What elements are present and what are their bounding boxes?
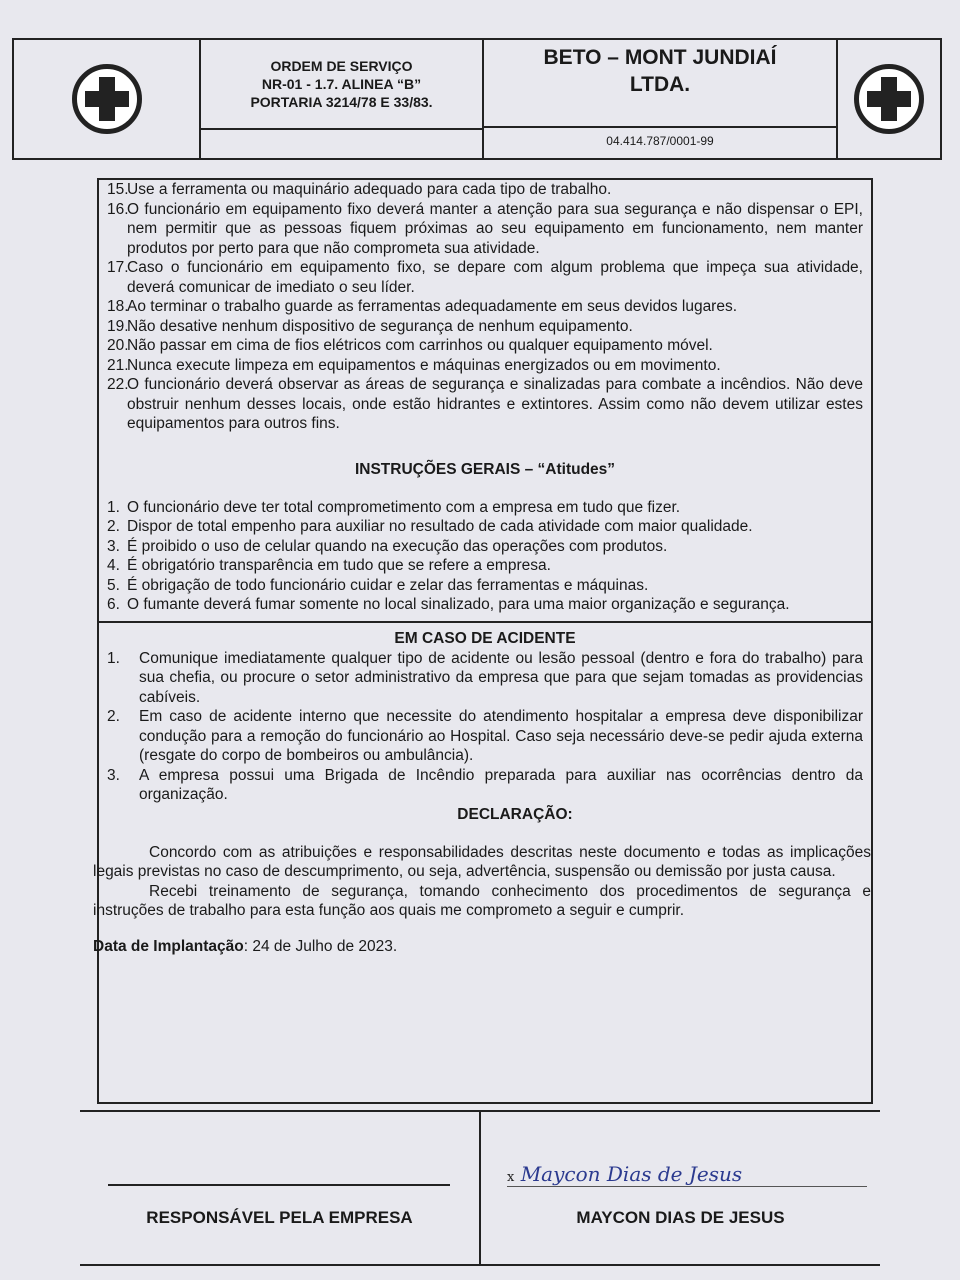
document-header xyxy=(12,38,942,160)
company-signature-line xyxy=(108,1184,450,1186)
item-number: 6. xyxy=(107,596,120,613)
general-title: INSTRUÇÕES GERAIS – “Atitudes” xyxy=(354,460,616,478)
employee-signature: x Maycon Dias de Jesus xyxy=(507,1162,867,1187)
list-item xyxy=(107,649,863,708)
item-number: 18. xyxy=(107,298,129,315)
item-number: 15. xyxy=(107,181,129,198)
item-number: 17. xyxy=(107,259,129,276)
item-text: Nunca execute limpeza em equipamentos e máquinas energizados ou em movimento. xyxy=(127,356,721,374)
item-number: 19. xyxy=(107,317,129,335)
list-item xyxy=(107,556,863,576)
declaration-title: DECLARAÇÃO: xyxy=(457,805,573,823)
item-text: O funcionário deverá observar as áreas de segurança e sinalizadas para combate a incêndios. Não deve obstruir nenhum desses locais, onde estão hidrantes e extintores. Assim como não devem utilizar estes equipamentos para outros fins. xyxy=(127,376,863,432)
item-text: O funcionário em equipamento fixo deverá manter a atenção para sua segurança e não dispensar o EPI, nem permitir que as pessoas fiquem próximas ao seu equipamento em funcionamento, nem manter produtos por perto para que não comprometa sua atividade. xyxy=(127,200,863,257)
list-item xyxy=(107,317,863,337)
title-line: ORDEM DE SERVIÇO xyxy=(270,58,413,74)
general-list xyxy=(99,498,871,615)
rules-list xyxy=(99,180,871,434)
item-text: Não passar em cima de fios elétricos com carrinhos ou qualquer equipamento móvel. xyxy=(127,337,713,354)
item-text: Caso o funcionário em equipamento fixo, se depare com algum problema que impeça sua atividade, deverá comunicar de imediato o seu líder. xyxy=(127,259,863,296)
cnpj: 04.414.787/0001-99 xyxy=(606,134,714,148)
company-cell xyxy=(484,40,838,158)
employee-signature-label: MAYCON DIAS DE JESUS xyxy=(576,1208,785,1227)
item-text: Não desative nenhum dispositivo de segurança de nenhum equipamento. xyxy=(127,317,633,335)
item-text: É proibido o uso de celular quando na execução das operações com produtos. xyxy=(127,537,668,555)
safety-cross-logo-icon xyxy=(854,64,924,134)
item-text: Use a ferramenta ou maquinário adequado para cada tipo de trabalho. xyxy=(127,181,612,198)
list-item xyxy=(107,766,863,805)
item-number: 21. xyxy=(107,356,129,374)
list-item xyxy=(107,180,863,200)
declaration-paragraph: Recebi treinamento de segurança, tomando conhecimento dos procedimentos de segurança e instruções de trabalho para esta função aos quais me comprometo a seguir e cumprir. xyxy=(93,882,871,919)
safety-cross-logo-icon xyxy=(72,64,142,134)
list-item xyxy=(107,537,863,557)
left-logo-cell xyxy=(14,40,201,158)
item-number: 2. xyxy=(107,708,120,725)
list-item xyxy=(107,258,863,297)
item-number: 2. xyxy=(107,518,120,535)
title-line: PORTARIA 3214/78 E 33/83. xyxy=(250,94,433,110)
item-number: 4. xyxy=(107,557,120,574)
item-number: 16. xyxy=(107,200,129,218)
item-number: 3. xyxy=(107,766,120,784)
item-text: O fumante deverá fumar somente no local sinalizado, para uma maior organização e segurança. xyxy=(127,596,790,613)
item-number: 5. xyxy=(107,576,120,594)
item-number: 20. xyxy=(107,337,129,354)
declaration-paragraph: Concordo com as atribuições e responsabilidades descritas neste documento e todas as implicações legais previstas no caso de descumprimento, ou seja, advertência, suspensão ou demissão por justa causa. xyxy=(93,843,871,880)
list-item xyxy=(107,576,863,596)
item-number: 1. xyxy=(107,498,120,516)
item-text: É obrigatório transparência em tudo que se refere a empresa. xyxy=(127,557,551,574)
date-label: Data de Implantação xyxy=(93,937,244,955)
list-item xyxy=(107,707,863,766)
list-item xyxy=(107,200,863,259)
list-item xyxy=(107,595,863,615)
item-text: O funcionário deve ter total comprometimento com a empresa em tudo que fizer. xyxy=(127,498,681,516)
accident-list xyxy=(99,649,871,805)
list-item xyxy=(107,356,863,376)
item-text: Em caso de acidente interno que necessite do atendimento hospitalar a empresa deve disponibilizar condução para a remoção do funcionário ao Hospital. Caso seja necessário deve-se pedir ajuda externa (resgate do corpo de bombeiros ou ambulância). xyxy=(139,708,863,764)
divider xyxy=(99,621,871,623)
company-name: LTDA. xyxy=(629,73,691,96)
item-text: Ao terminar o trabalho guarde as ferramentas adequadamente em seus devidos lugares. xyxy=(127,298,738,315)
document-body xyxy=(93,178,873,1104)
item-number: 3. xyxy=(107,537,120,555)
item-number: 22. xyxy=(107,376,129,393)
list-item xyxy=(107,517,863,537)
item-text: Dispor de total empenho para auxiliar no resultado de cada atividade com maior qualidade. xyxy=(127,518,753,535)
list-item xyxy=(107,498,863,518)
list-item xyxy=(107,336,863,356)
company-signature-label: RESPONSÁVEL PELA EMPRESA xyxy=(146,1208,413,1227)
title-line: NR-01 - 1.7. ALINEA “B” xyxy=(261,76,422,92)
title-cell xyxy=(201,40,484,158)
accident-title: EM CASO DE ACIDENTE xyxy=(394,629,576,647)
list-item xyxy=(107,297,863,317)
signature-area xyxy=(80,1110,880,1266)
item-text: É obrigação de todo funcionário cuidar e zelar das ferramentas e máquinas. xyxy=(127,576,649,594)
date-value: : 24 de Julho de 2023. xyxy=(243,937,398,955)
company-name: BETO – MONT JUNDIAÍ xyxy=(543,46,777,69)
item-number: 1. xyxy=(107,649,120,667)
item-text: Comunique imediatamente qualquer tipo de acidente ou lesão pessoal (dentro e fora do trabalho) para sua chefia, ou procure o setor administrativo da empresa que para que sejam tomadas as providencias cabíveis. xyxy=(139,649,863,706)
list-item xyxy=(107,375,863,434)
item-text: A empresa possui uma Brigada de Incêndio preparada para auxiliar nas ocorrências dentro da organização. xyxy=(139,766,863,803)
right-logo-cell xyxy=(838,40,940,158)
